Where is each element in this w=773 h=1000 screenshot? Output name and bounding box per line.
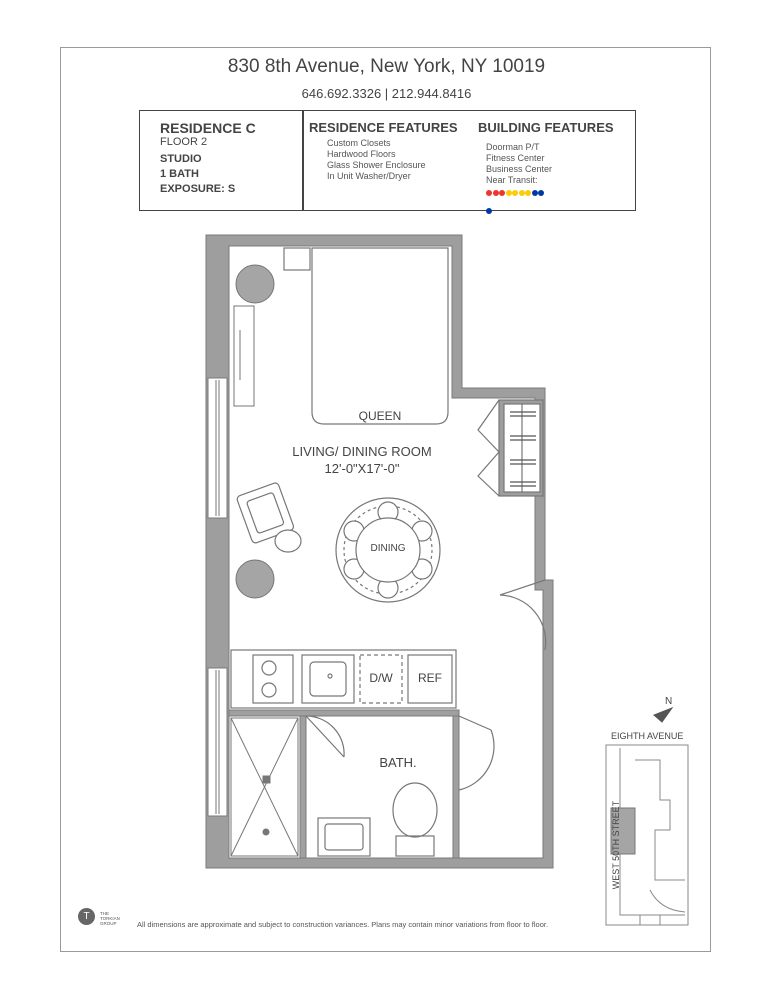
building-feature-item: Fitness Center (486, 153, 545, 163)
refrigerator-label: REF (418, 671, 442, 685)
north-arrow-icon (654, 708, 672, 722)
building-feature-item: Doorman P/T (486, 142, 540, 152)
living-room-label: LIVING/ DINING ROOM (292, 444, 432, 459)
dresser (234, 306, 254, 406)
bathroom-door (306, 716, 494, 790)
bath-label: BATH. (379, 755, 417, 770)
armchair (236, 482, 301, 552)
residence-exposure: EXPOSURE: S (160, 183, 236, 195)
dishwasher-label: D/W (369, 671, 393, 685)
bed (284, 248, 448, 424)
vanity-sink (318, 818, 370, 856)
north-label: N (665, 696, 673, 707)
residence-feature-item: In Unit Washer/Dryer (327, 171, 411, 181)
closet (478, 400, 543, 496)
building-address: 830 8th Avenue, New York, NY 10019 (227, 56, 546, 77)
disclaimer-text: All dimensions are approximate and subject to construction variances. Plans may contain minor variations from floor to floor. (137, 920, 549, 929)
nightstand-round (236, 265, 274, 598)
company-name: THE TORKIAN GROUP (100, 911, 120, 926)
residence-feature-item: Hardwood Floors (327, 149, 396, 159)
residence-features-heading: RESIDENCE FEATURES (309, 120, 458, 135)
residence-bath: 1 BATH (160, 168, 199, 180)
bed-label: QUEEN (358, 409, 402, 423)
living-room-dimensions: 12'-0"X17'-0" (324, 461, 400, 476)
avenue-label: EIGHTH AVENUE (611, 731, 684, 741)
building-feature-item: Business Center (486, 164, 553, 174)
residence-feature-item: Glass Shower Enclosure (327, 160, 426, 170)
residence-floor: FLOOR 2 (160, 136, 208, 148)
building-features-heading: BUILDING FEATURES (478, 120, 614, 135)
street-label: WEST 50TH STREET (611, 800, 621, 890)
residence-feature-item: Custom Closets (327, 138, 391, 148)
company-logo-icon: T (78, 908, 95, 925)
residence-type: STUDIO (160, 153, 202, 165)
building-feature-item: Near Transit: (486, 175, 538, 185)
toilet (393, 783, 437, 856)
phone-numbers: 646.692.3326 | 212.944.8416 (301, 86, 472, 101)
residence-title: RESIDENCE C (160, 120, 256, 136)
dining-label: DINING (370, 543, 406, 554)
shower (231, 718, 298, 856)
